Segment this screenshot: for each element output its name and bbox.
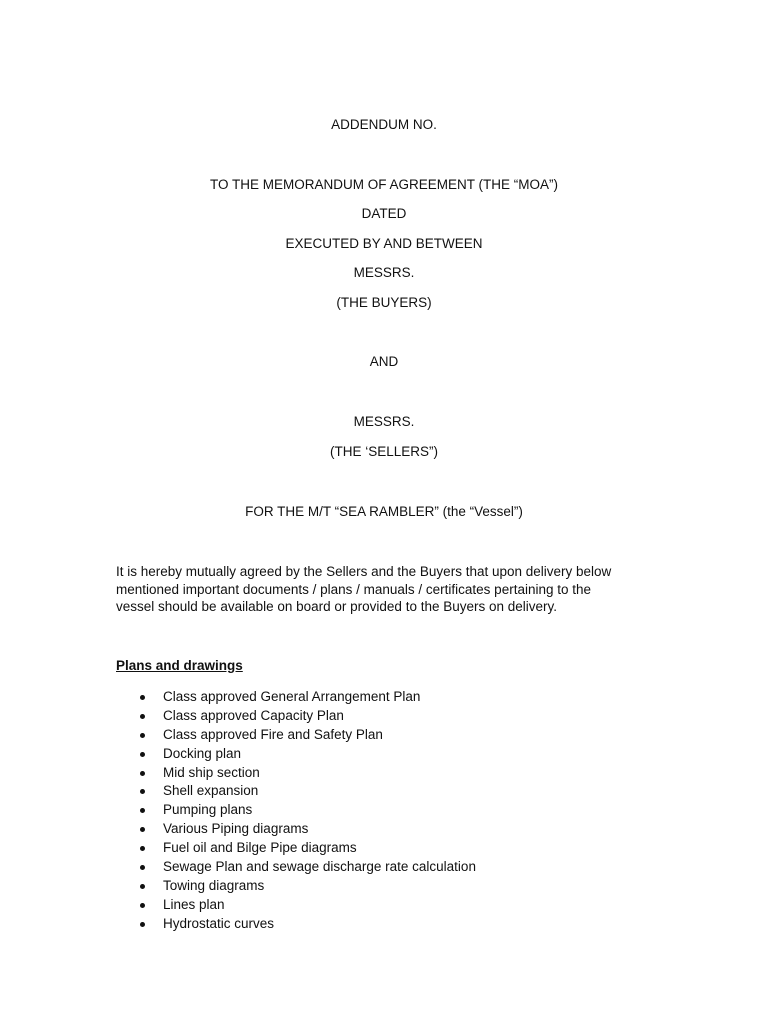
intro-line: vessel should be available on board or provided to the Buyers on delivery. xyxy=(116,599,558,614)
list-item xyxy=(116,896,476,915)
list-item xyxy=(116,782,476,801)
intro-line: mentioned important documents / plans / manuals / certificates pertaining to the xyxy=(116,581,592,597)
list-item xyxy=(116,745,476,764)
list-item-label: Docking plan xyxy=(163,745,242,761)
vessel-line: FOR THE M/T “SEA RAMBLER” (the “Vessel”) xyxy=(245,504,523,519)
list-item xyxy=(116,858,476,877)
list-item xyxy=(116,707,476,726)
intro-line: It is hereby mutually agreed by the Sellers and the Buyers that upon delivery below xyxy=(116,564,612,579)
bullet-icon xyxy=(140,752,145,757)
buyers-messrs-line: MESSRS. xyxy=(353,265,415,280)
list-item-label: Pumping plans xyxy=(163,802,253,818)
bullet-icon xyxy=(140,827,145,832)
list-item xyxy=(116,726,476,745)
list-item-label: Sewage Plan and sewage discharge rate calculation xyxy=(163,859,476,875)
list-item-label: Lines plan xyxy=(163,896,225,912)
list-item-label: Fuel oil and Bilge Pipe diagrams xyxy=(163,840,357,856)
addendum-title: ADDENDUM NO. xyxy=(331,117,437,132)
bullet-icon xyxy=(140,695,145,700)
bullet-icon xyxy=(140,771,145,776)
list-item-label: Mid ship section xyxy=(163,764,260,780)
bullet-icon xyxy=(140,922,145,927)
list-item xyxy=(116,688,476,707)
buyers-label: (THE BUYERS) xyxy=(336,295,432,310)
bullet-icon xyxy=(140,865,145,870)
plans-list xyxy=(116,688,476,934)
list-item xyxy=(116,915,476,934)
list-item xyxy=(116,877,476,896)
executed-line: EXECUTED BY AND BETWEEN xyxy=(285,236,483,251)
bullet-icon xyxy=(140,733,145,738)
and-line: AND xyxy=(369,354,399,369)
intro-paragraph xyxy=(116,563,656,616)
list-item-label: Class approved Fire and Safety Plan xyxy=(163,726,383,742)
memorandum-line: TO THE MEMORANDUM OF AGREEMENT (THE “MOA”) xyxy=(209,177,558,192)
plans-heading: Plans and drawings xyxy=(116,658,243,673)
dated-line: DATED xyxy=(361,206,407,221)
list-item-label: Towing diagrams xyxy=(163,877,265,893)
bullet-icon xyxy=(140,789,145,794)
sellers-label: (THE ‘SELLERS”) xyxy=(329,444,439,459)
list-item xyxy=(116,820,476,839)
sellers-messrs-line: MESSRS. xyxy=(353,414,415,429)
list-item xyxy=(116,764,476,783)
list-item-label: Various Piping diagrams xyxy=(163,821,309,837)
bullet-icon xyxy=(140,884,145,889)
bullet-icon xyxy=(140,903,145,908)
list-item xyxy=(116,839,476,858)
list-item-label: Class approved Capacity Plan xyxy=(163,707,344,723)
bullet-icon xyxy=(140,808,145,813)
list-item-label: Class approved General Arrangement Plan xyxy=(163,689,421,704)
list-item-label: Hydrostatic curves xyxy=(163,915,275,931)
bullet-icon xyxy=(140,714,145,719)
list-item xyxy=(116,801,476,820)
bullet-icon xyxy=(140,846,145,851)
list-item-label: Shell expansion xyxy=(163,783,259,799)
